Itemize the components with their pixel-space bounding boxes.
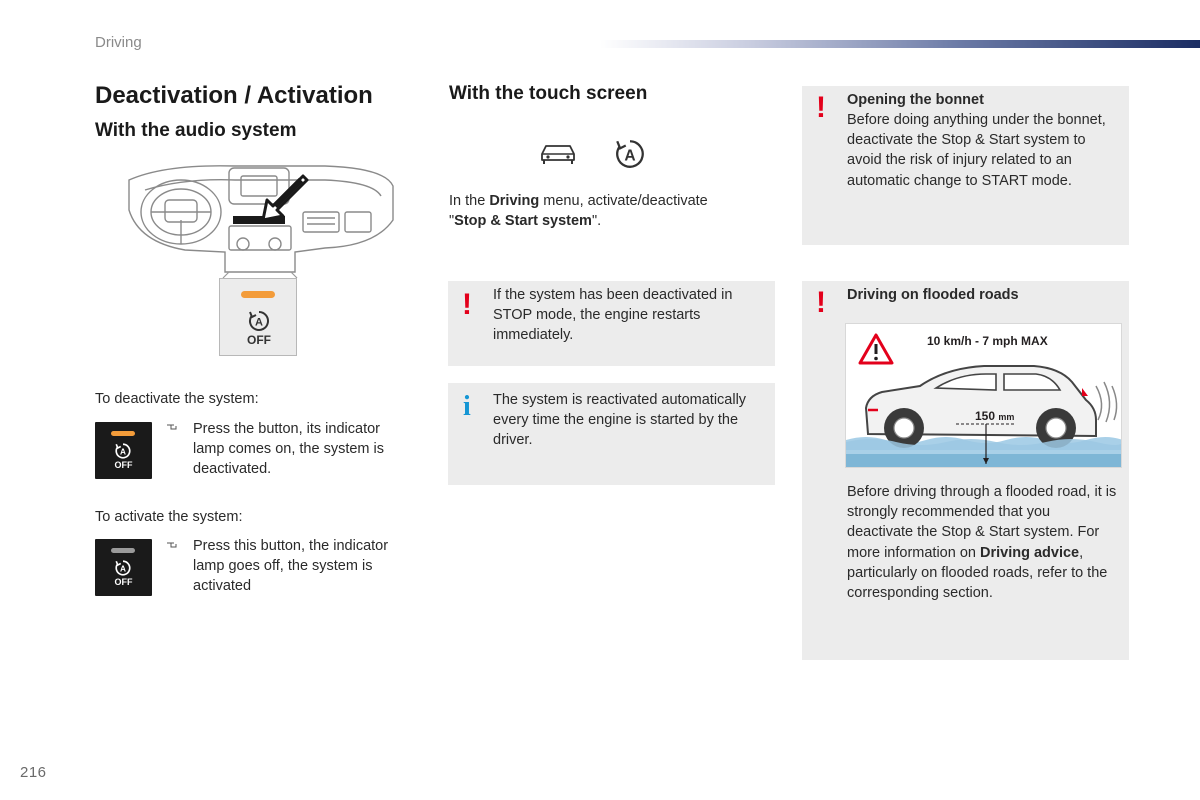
audio-system-subtitle: With the audio system xyxy=(95,120,297,141)
auto-stop-start-icon xyxy=(114,559,132,577)
header-bar xyxy=(600,40,1200,48)
reactivation-info-box xyxy=(448,383,775,485)
touch-screen-subtitle: With the touch screen xyxy=(449,83,648,104)
flooded-roads-title: Driving on flooded roads xyxy=(847,287,1019,303)
flooded-road-illustration xyxy=(845,323,1122,468)
finger-pointer-icon xyxy=(166,421,178,433)
warning-icon: ! xyxy=(816,91,826,124)
indicator-lamp-on xyxy=(241,291,275,298)
flooded-roads-text-part-1: Before driving through a flooded road, it is strongly recommended that you deactivate the Stop & Start system. For more information on xyxy=(847,484,1117,561)
reactivation-info-text: The system is reactivated automatically every time the engine is started by the driver. xyxy=(493,392,747,449)
indicator-lamp-on-small xyxy=(111,431,135,436)
svg-text:A: A xyxy=(120,564,126,574)
instruction-prefix: In the xyxy=(449,193,490,209)
car-in-water-illustration xyxy=(846,324,1122,468)
svg-text:A: A xyxy=(624,147,636,165)
flooded-roads-box xyxy=(802,281,1129,660)
bonnet-warning-title: Opening the bonnet xyxy=(847,92,984,108)
section-label: Driving xyxy=(95,34,142,51)
deactivate-step: Press the button, its indicator lamp comes on, the system is deactivated. xyxy=(193,421,384,478)
restart-warning-box xyxy=(448,281,775,366)
button-off-label-small: OFF xyxy=(114,460,133,470)
activate-step: Press this button, the indicator lamp goes off, the system is activated xyxy=(193,538,389,595)
page-title: Deactivation / Activation xyxy=(95,82,373,109)
activate-intro: To activate the system: xyxy=(95,509,243,525)
bonnet-warning-text: Before doing anything under the bonnet, deactivate the Stop & Start system to avoid the risk of injury related to an automatic change to START mode. xyxy=(847,112,1106,189)
button-off-label: OFF xyxy=(247,333,271,347)
quote-close: ". xyxy=(591,213,602,230)
button-lamp-off-thumbnail xyxy=(95,539,152,596)
svg-text:A: A xyxy=(120,447,126,457)
instruction-middle: menu, activate/deactivate xyxy=(539,193,708,209)
finger-pointer-icon xyxy=(166,539,178,551)
info-icon: i xyxy=(463,391,471,422)
touch-screen-instruction xyxy=(449,191,749,231)
button-off-label-small: OFF xyxy=(114,577,133,587)
flooded-roads-text-part-2: , particularly on flooded roads, refer to the corresponding section. xyxy=(847,544,1108,602)
svg-text:A: A xyxy=(255,316,263,329)
restart-warning-text: If the system has been deactivated in STOP mode, the engine restarts immediately. xyxy=(493,287,733,344)
auto-stop-start-icon xyxy=(613,137,647,171)
speed-limit-label: 10 km/h - 7 mph MAX xyxy=(927,334,1048,348)
driving-menu-name: Driving xyxy=(489,193,540,209)
page-number: 216 xyxy=(20,764,47,781)
stop-start-menu-item: Stop & Start system xyxy=(454,213,592,230)
bonnet-warning-box xyxy=(802,86,1129,245)
button-lamp-on-thumbnail xyxy=(95,422,152,479)
warning-icon: ! xyxy=(462,288,472,321)
car-driving-icon xyxy=(538,140,578,170)
indicator-lamp-off-small xyxy=(111,548,135,553)
deactivate-intro: To deactivate the system: xyxy=(95,391,259,407)
quote-open: " xyxy=(449,213,455,230)
auto-stop-start-icon xyxy=(247,309,271,333)
water-depth-unit: mm xyxy=(998,412,1015,422)
auto-stop-start-icon xyxy=(114,442,132,460)
warning-icon: ! xyxy=(816,286,826,319)
flooded-roads-text xyxy=(847,482,1117,603)
stop-start-button-enlarged xyxy=(219,278,297,356)
water-depth-value: 150 xyxy=(975,409,996,423)
driving-advice-reference: Driving advice xyxy=(979,544,1080,561)
water-depth-label xyxy=(975,409,1014,423)
